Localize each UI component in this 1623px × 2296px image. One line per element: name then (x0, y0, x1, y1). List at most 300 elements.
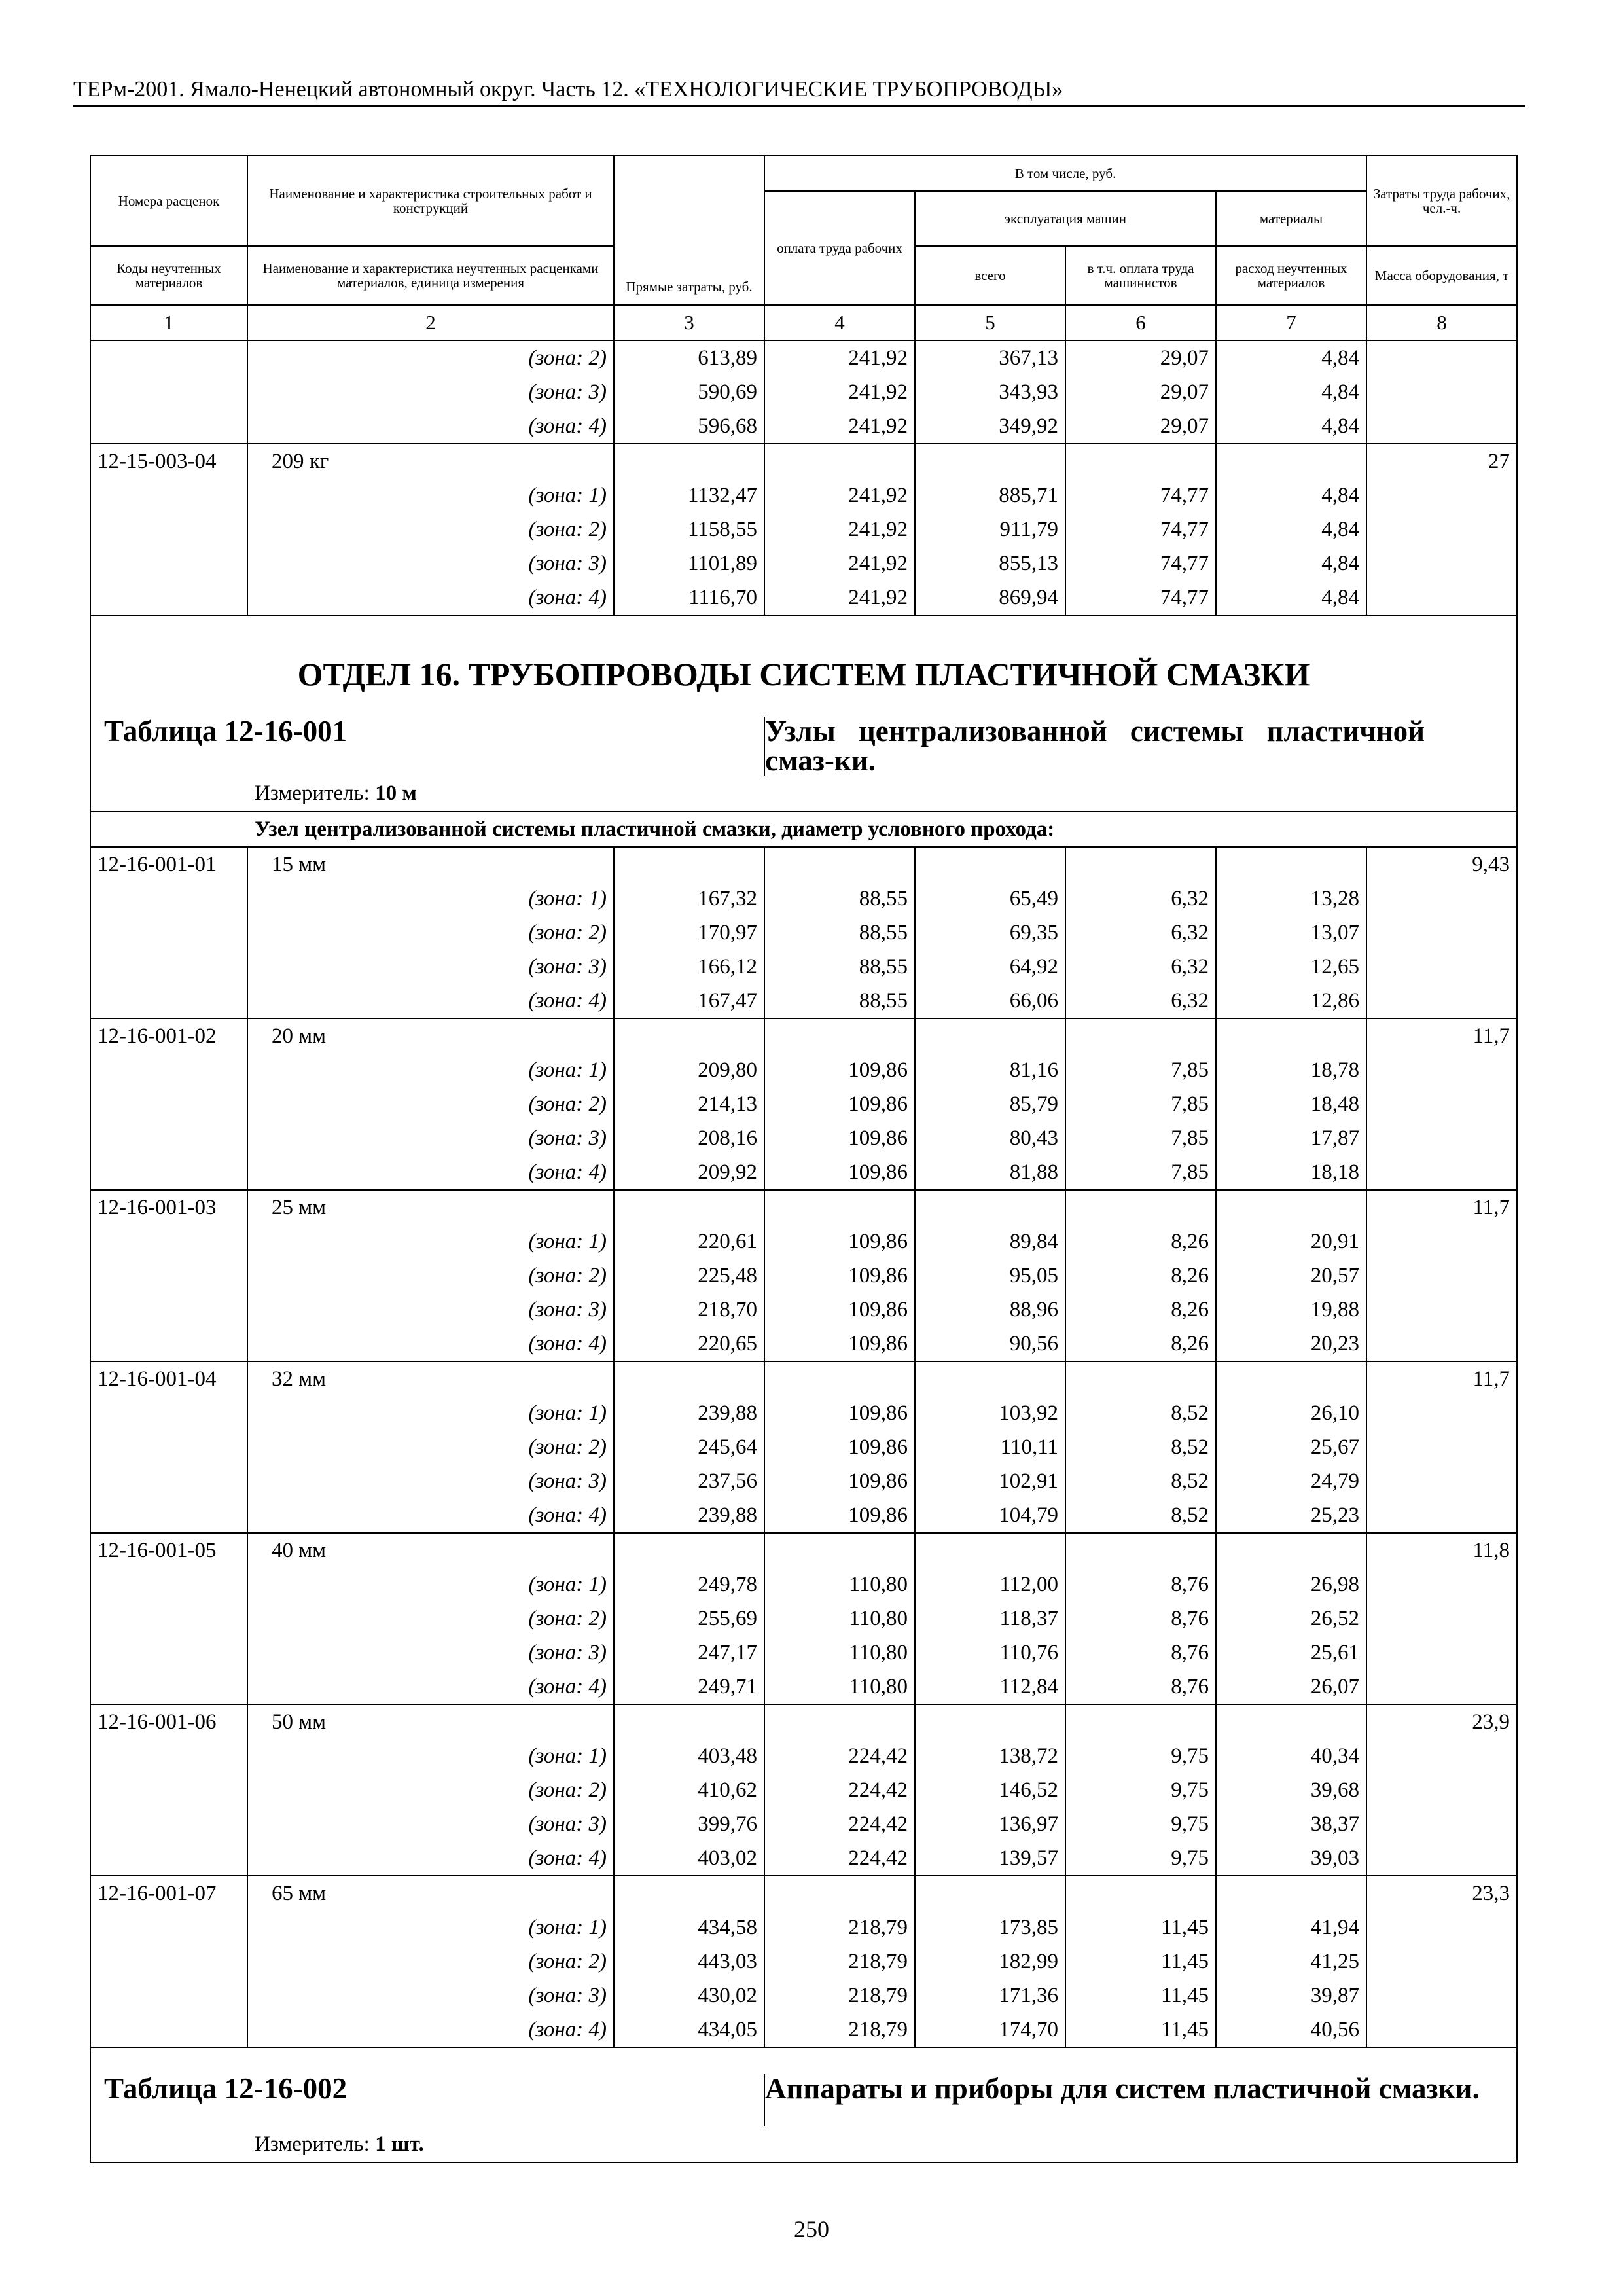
value-cell: 118,37 (915, 1602, 1065, 1636)
value-cell: 64,92 (915, 950, 1065, 984)
value-cell (1216, 1018, 1366, 1053)
value-cell: 167,32 (614, 882, 764, 916)
value-cell: 18,18 (1216, 1155, 1366, 1190)
labor-cell (1366, 1602, 1517, 1636)
table-row (90, 950, 1517, 984)
labor-costs-value: 23,3 (1366, 1876, 1517, 1910)
labor-cell (1366, 1293, 1517, 1327)
table-row (90, 1464, 1517, 1498)
value-cell: 247,17 (614, 1636, 764, 1670)
value-cell: 218,79 (764, 1979, 915, 2013)
rate-code: 12-16-001-05 (90, 1533, 247, 1568)
col-header-labor-costs: Затраты труда рабочих, чел.-ч. (1366, 156, 1517, 246)
value-cell: 20,57 (1216, 1259, 1366, 1293)
value-cell: 6,32 (1065, 882, 1216, 916)
table-row (90, 1670, 1517, 1704)
table-row (90, 984, 1517, 1018)
value-cell: 112,84 (915, 1670, 1065, 1704)
value-cell: 29,07 (1065, 409, 1216, 444)
value-cell: 8,52 (1065, 1498, 1216, 1533)
value-cell (764, 1018, 915, 1053)
value-cell: 39,03 (1216, 1841, 1366, 1876)
table-title: Аппараты и приборы для систем пластичной смазки. (764, 2074, 1517, 2126)
value-cell: 13,07 (1216, 916, 1366, 950)
value-cell: 4,84 (1216, 340, 1366, 375)
value-cell: 109,86 (764, 1259, 915, 1293)
table-row (90, 1259, 1517, 1293)
measure (90, 776, 1517, 812)
value-cell: 13,28 (1216, 882, 1366, 916)
zone-cell (247, 547, 614, 581)
col-header-machine-operation: эксплуатация машин (915, 191, 1216, 246)
item-name: 20 мм (272, 1024, 327, 1048)
labor-cell (1366, 1910, 1517, 1945)
value-cell: 174,70 (915, 2013, 1065, 2047)
value-cell: 224,42 (764, 1841, 915, 1876)
labor-cell (1366, 1945, 1517, 1979)
page-header: ТЕРм-2001. Ямало-Ненецкий автономный округ. Часть 12. «ТЕХНОЛОГИЧЕСКИЕ ТРУБОПРОВОДЫ» (73, 77, 1525, 107)
table-row (90, 444, 1517, 478)
zone-label: (зона: 2) (528, 1435, 607, 1459)
value-cell: 8,76 (1065, 1602, 1216, 1636)
table-row (90, 1602, 1517, 1636)
zone-cell (247, 1327, 614, 1361)
labor-cell (1366, 375, 1517, 409)
col-header-worker-pay: оплата труда рабочих (764, 191, 915, 305)
rate-code-cell (90, 1670, 247, 1704)
value-cell: 596,68 (614, 409, 764, 444)
rate-code-cell (90, 1293, 247, 1327)
value-cell: 8,76 (1065, 1568, 1216, 1602)
zone-cell (247, 1464, 614, 1498)
zone-cell (247, 1498, 614, 1533)
column-number: 5 (915, 305, 1065, 340)
value-cell: 241,92 (764, 478, 915, 512)
table-row (90, 1773, 1517, 1807)
zone-cell (247, 1773, 614, 1807)
labor-cell (1366, 340, 1517, 375)
zone-label: (зона: 3) (528, 1298, 607, 1321)
rate-code-cell (90, 375, 247, 409)
value-cell: 403,48 (614, 1739, 764, 1773)
col-header-machinist-pay: в т.ч. оплата труда машинистов (1065, 246, 1216, 305)
value-cell: 26,10 (1216, 1396, 1366, 1430)
col-header-material-consumption: расход неучтенных материалов (1216, 246, 1366, 305)
value-cell: 26,98 (1216, 1568, 1366, 1602)
value-cell (1065, 1876, 1216, 1910)
measure-label: Измеритель: (255, 781, 370, 805)
rate-code-cell (90, 916, 247, 950)
zone-cell (247, 1807, 614, 1841)
value-cell: 69,35 (915, 916, 1065, 950)
value-cell: 209,80 (614, 1053, 764, 1087)
value-cell: 4,84 (1216, 409, 1366, 444)
value-cell: 39,87 (1216, 1979, 1366, 2013)
table-row (90, 1430, 1517, 1464)
value-cell: 29,07 (1065, 340, 1216, 375)
table-row (90, 1807, 1517, 1841)
value-cell: 6,32 (1065, 950, 1216, 984)
labor-cell (1366, 1773, 1517, 1807)
value-cell: 18,78 (1216, 1053, 1366, 1087)
value-cell: 209,92 (614, 1155, 764, 1190)
value-cell: 6,32 (1065, 984, 1216, 1018)
zone-label: (зона: 1) (528, 887, 607, 910)
value-cell: 434,58 (614, 1910, 764, 1945)
table-row (90, 1293, 1517, 1327)
rate-code-cell (90, 1636, 247, 1670)
zone-cell (247, 2013, 614, 2047)
value-cell: 4,84 (1216, 581, 1366, 615)
value-cell: 171,36 (915, 1979, 1065, 2013)
value-cell: 24,79 (1216, 1464, 1366, 1498)
value-cell: 88,55 (764, 950, 915, 984)
rate-code-cell (90, 1773, 247, 1807)
value-cell: 239,88 (614, 1396, 764, 1430)
value-cell (1216, 847, 1366, 882)
rate-code-cell (90, 1602, 247, 1636)
value-cell: 224,42 (764, 1807, 915, 1841)
rate-code-cell (90, 1259, 247, 1293)
col-header-unaccounted-materials-name: Наименование и характеристика неучтенных расценками материалов, единица измерения (247, 246, 614, 305)
table-row (90, 2013, 1517, 2047)
labor-cell (1366, 950, 1517, 984)
value-cell: 109,86 (764, 1430, 915, 1464)
zone-label: (зона: 1) (528, 1916, 607, 1939)
table-row (90, 1361, 1517, 1396)
value-cell: 12,65 (1216, 950, 1366, 984)
value-cell: 4,84 (1216, 547, 1366, 581)
value-cell: 136,97 (915, 1807, 1065, 1841)
value-cell: 74,77 (1065, 478, 1216, 512)
zone-cell (247, 1293, 614, 1327)
value-cell: 218,79 (764, 1910, 915, 1945)
item-name-cell (247, 1018, 614, 1053)
table-row (90, 1910, 1517, 1945)
value-cell: 25,67 (1216, 1430, 1366, 1464)
rate-code-cell (90, 984, 247, 1018)
column-number: 8 (1366, 305, 1517, 340)
value-cell (1216, 444, 1366, 478)
column-number: 6 (1065, 305, 1216, 340)
value-cell: 241,92 (764, 512, 915, 547)
rate-code-cell (90, 1910, 247, 1945)
labor-costs-value: 11,8 (1366, 1533, 1517, 1568)
value-cell: 885,71 (915, 478, 1065, 512)
value-cell: 225,48 (614, 1259, 764, 1293)
value-cell (1065, 1018, 1216, 1053)
value-cell: 8,52 (1065, 1430, 1216, 1464)
value-cell: 88,55 (764, 984, 915, 1018)
table-row (90, 1876, 1517, 1910)
rate-code: 12-16-001-02 (90, 1018, 247, 1053)
zone-cell (247, 1636, 614, 1670)
labor-cell (1366, 1121, 1517, 1155)
value-cell: 224,42 (764, 1739, 915, 1773)
value-cell: 167,47 (614, 984, 764, 1018)
value-cell: 208,16 (614, 1121, 764, 1155)
value-cell: 4,84 (1216, 512, 1366, 547)
value-cell: 110,11 (915, 1430, 1065, 1464)
rate-code-cell (90, 547, 247, 581)
value-cell: 1101,89 (614, 547, 764, 581)
labor-costs-value: 11,7 (1366, 1190, 1517, 1225)
value-cell (764, 1533, 915, 1568)
value-cell: 109,86 (764, 1498, 915, 1533)
labor-cell (1366, 1225, 1517, 1259)
value-cell: 9,75 (1065, 1841, 1216, 1876)
table-row (90, 1087, 1517, 1121)
table-label: Таблица 12-16-002 (90, 2074, 764, 2126)
value-cell: 146,52 (915, 1773, 1065, 1807)
value-cell: 89,84 (915, 1225, 1065, 1259)
value-cell (764, 1361, 915, 1396)
zone-cell (247, 1396, 614, 1430)
rate-code: 12-16-001-01 (90, 847, 247, 882)
rate-code-cell (90, 1396, 247, 1430)
labor-costs-value: 27 (1366, 444, 1517, 478)
table-row (90, 1533, 1517, 1568)
value-cell (915, 847, 1065, 882)
value-cell: 590,69 (614, 375, 764, 409)
zone-cell (247, 1979, 614, 2013)
rate-code-cell (90, 1087, 247, 1121)
value-cell: 11,45 (1065, 1979, 1216, 2013)
zone-cell (247, 1121, 614, 1155)
value-cell: 95,05 (915, 1259, 1065, 1293)
value-cell: 25,61 (1216, 1636, 1366, 1670)
section-title: ОТДЕЛ 16. ТРУБОПРОВОДЫ СИСТЕМ ПЛАСТИЧНОЙ СМАЗКИ (90, 615, 1517, 717)
value-cell: 443,03 (614, 1945, 764, 1979)
column-number: 3 (614, 305, 764, 340)
value-cell: 1116,70 (614, 581, 764, 615)
value-cell (1065, 444, 1216, 478)
zone-cell (247, 1568, 614, 1602)
item-name-cell (247, 1361, 614, 1396)
value-cell: 104,79 (915, 1498, 1065, 1533)
rate-code-cell (90, 882, 247, 916)
value-cell (915, 1190, 1065, 1225)
value-cell: 7,85 (1065, 1087, 1216, 1121)
table-row (90, 1327, 1517, 1361)
zone-label: (зона: 3) (528, 1641, 607, 1664)
item-name: 40 мм (272, 1539, 327, 1562)
zone-cell (247, 1087, 614, 1121)
zone-label: (зона: 1) (528, 1744, 607, 1768)
zone-cell (247, 1841, 614, 1876)
rate-code-cell (90, 1053, 247, 1087)
value-cell: 241,92 (764, 409, 915, 444)
zone-cell (247, 984, 614, 1018)
labor-cell (1366, 1087, 1517, 1121)
value-cell: 173,85 (915, 1910, 1065, 1945)
value-cell: 11,45 (1065, 2013, 1216, 2047)
value-cell: 38,37 (1216, 1807, 1366, 1841)
zone-label: (зона: 3) (528, 1469, 607, 1493)
value-cell (764, 1876, 915, 1910)
zone-cell (247, 340, 614, 375)
rate-code-cell (90, 340, 247, 375)
rate-code-cell (90, 1979, 247, 2013)
item-name: 25 мм (272, 1196, 327, 1219)
rate-code-cell (90, 581, 247, 615)
col-header-unaccounted-materials-codes: Коды неучтенных материалов (90, 246, 247, 305)
value-cell: 410,62 (614, 1773, 764, 1807)
value-cell: 245,64 (614, 1430, 764, 1464)
value-cell: 74,77 (1065, 547, 1216, 581)
labor-cell (1366, 478, 1517, 512)
table-row (90, 1568, 1517, 1602)
col-header-equipment-mass: Масса оборудования, т (1366, 246, 1517, 305)
labor-cell (1366, 1841, 1517, 1876)
spacer (90, 2047, 1517, 2074)
zone-cell (247, 1945, 614, 1979)
value-cell (614, 1704, 764, 1739)
labor-cell (1366, 1739, 1517, 1773)
labor-cell (1366, 916, 1517, 950)
value-cell: 11,45 (1065, 1945, 1216, 1979)
value-cell: 249,71 (614, 1670, 764, 1704)
price-table (90, 155, 1518, 2163)
value-cell: 220,61 (614, 1225, 764, 1259)
value-cell: 9,75 (1065, 1739, 1216, 1773)
zone-cell (247, 478, 614, 512)
value-cell: 139,57 (915, 1841, 1065, 1876)
table-row (90, 547, 1517, 581)
measure-value: 1 шт. (375, 2132, 424, 2156)
table-row (90, 1396, 1517, 1430)
value-cell: 9,75 (1065, 1807, 1216, 1841)
value-cell: 855,13 (915, 547, 1065, 581)
value-cell: 241,92 (764, 547, 915, 581)
value-cell (915, 444, 1065, 478)
value-cell: 6,32 (1065, 916, 1216, 950)
labor-costs-value: 23,9 (1366, 1704, 1517, 1739)
value-cell: 218,70 (614, 1293, 764, 1327)
value-cell: 109,86 (764, 1293, 915, 1327)
zone-label: (зона: 2) (528, 1607, 607, 1630)
value-cell: 80,43 (915, 1121, 1065, 1155)
value-cell: 88,96 (915, 1293, 1065, 1327)
value-cell: 85,79 (915, 1087, 1065, 1121)
value-cell (1216, 1704, 1366, 1739)
table-row (90, 1704, 1517, 1739)
value-cell: 40,56 (1216, 2013, 1366, 2047)
value-cell: 88,55 (764, 882, 915, 916)
rate-code-cell (90, 1464, 247, 1498)
zone-label: (зона: 4) (528, 1846, 607, 1870)
labor-cell (1366, 1636, 1517, 1670)
zone-cell (247, 581, 614, 615)
table-row (90, 375, 1517, 409)
labor-cell (1366, 1430, 1517, 1464)
value-cell: 109,86 (764, 1087, 915, 1121)
item-name: 15 мм (272, 853, 327, 876)
value-cell (915, 1704, 1065, 1739)
rate-code-cell (90, 1498, 247, 1533)
value-cell: 109,86 (764, 1464, 915, 1498)
table-row (90, 916, 1517, 950)
value-cell: 613,89 (614, 340, 764, 375)
value-cell (764, 1190, 915, 1225)
zone-label: (зона: 4) (528, 1160, 607, 1184)
value-cell: 218,79 (764, 2013, 915, 2047)
value-cell: 109,86 (764, 1121, 915, 1155)
labor-cell (1366, 984, 1517, 1018)
value-cell: 1158,55 (614, 512, 764, 547)
zone-label: (зона: 3) (528, 1126, 607, 1150)
value-cell: 8,52 (1065, 1464, 1216, 1498)
table-row (90, 1498, 1517, 1533)
value-cell: 399,76 (614, 1807, 764, 1841)
value-cell: 8,52 (1065, 1396, 1216, 1430)
labor-cell (1366, 1807, 1517, 1841)
value-cell: 8,26 (1065, 1225, 1216, 1259)
zone-cell (247, 1739, 614, 1773)
table-label: Таблица 12-16-001 (90, 717, 764, 776)
zone-cell (247, 1155, 614, 1190)
value-cell: 11,45 (1065, 1910, 1216, 1945)
value-cell: 109,86 (764, 1396, 915, 1430)
labor-costs-value: 11,7 (1366, 1018, 1517, 1053)
table-row (90, 847, 1517, 882)
value-cell: 19,88 (1216, 1293, 1366, 1327)
value-cell: 4,84 (1216, 478, 1366, 512)
zone-cell (247, 409, 614, 444)
value-cell: 218,79 (764, 1945, 915, 1979)
item-name-cell (247, 1533, 614, 1568)
zone-cell (247, 950, 614, 984)
rate-code-cell (90, 2013, 247, 2047)
value-cell: 8,76 (1065, 1636, 1216, 1670)
zone-label: (зона: 2) (528, 1264, 607, 1287)
value-cell (1065, 1704, 1216, 1739)
value-cell: 17,87 (1216, 1121, 1366, 1155)
value-cell: 26,52 (1216, 1602, 1366, 1636)
value-cell: 65,49 (915, 882, 1065, 916)
zone-cell (247, 512, 614, 547)
labor-cell (1366, 581, 1517, 615)
rate-code: 12-16-001-03 (90, 1190, 247, 1225)
table-row (90, 581, 1517, 615)
value-cell: 241,92 (764, 375, 915, 409)
value-cell: 430,02 (614, 1979, 764, 2013)
value-cell (614, 1533, 764, 1568)
value-cell: 349,92 (915, 409, 1065, 444)
value-cell: 88,55 (764, 916, 915, 950)
rate-code: 12-16-001-04 (90, 1361, 247, 1396)
column-number: 4 (764, 305, 915, 340)
price-table-container (90, 155, 1518, 2163)
labor-costs-value: 9,43 (1366, 847, 1517, 882)
value-cell: 343,93 (915, 375, 1065, 409)
zone-label: (зона: 2) (528, 1778, 607, 1802)
rate-code-cell (90, 1155, 247, 1190)
table-title: Узлы централизованной системы пластичной смаз-ки. (764, 717, 1517, 776)
value-cell: 109,86 (764, 1225, 915, 1259)
value-cell: 74,77 (1065, 512, 1216, 547)
value-cell: 249,78 (614, 1568, 764, 1602)
value-cell (915, 1876, 1065, 1910)
value-cell: 103,92 (915, 1396, 1065, 1430)
zone-label: (зона: 4) (528, 586, 607, 609)
value-cell: 39,68 (1216, 1773, 1366, 1807)
rate-code-cell (90, 1739, 247, 1773)
value-cell (1065, 847, 1216, 882)
zone-label: (зона: 2) (528, 921, 607, 944)
value-cell: 29,07 (1065, 375, 1216, 409)
zone-label: (зона: 3) (528, 1984, 607, 2007)
